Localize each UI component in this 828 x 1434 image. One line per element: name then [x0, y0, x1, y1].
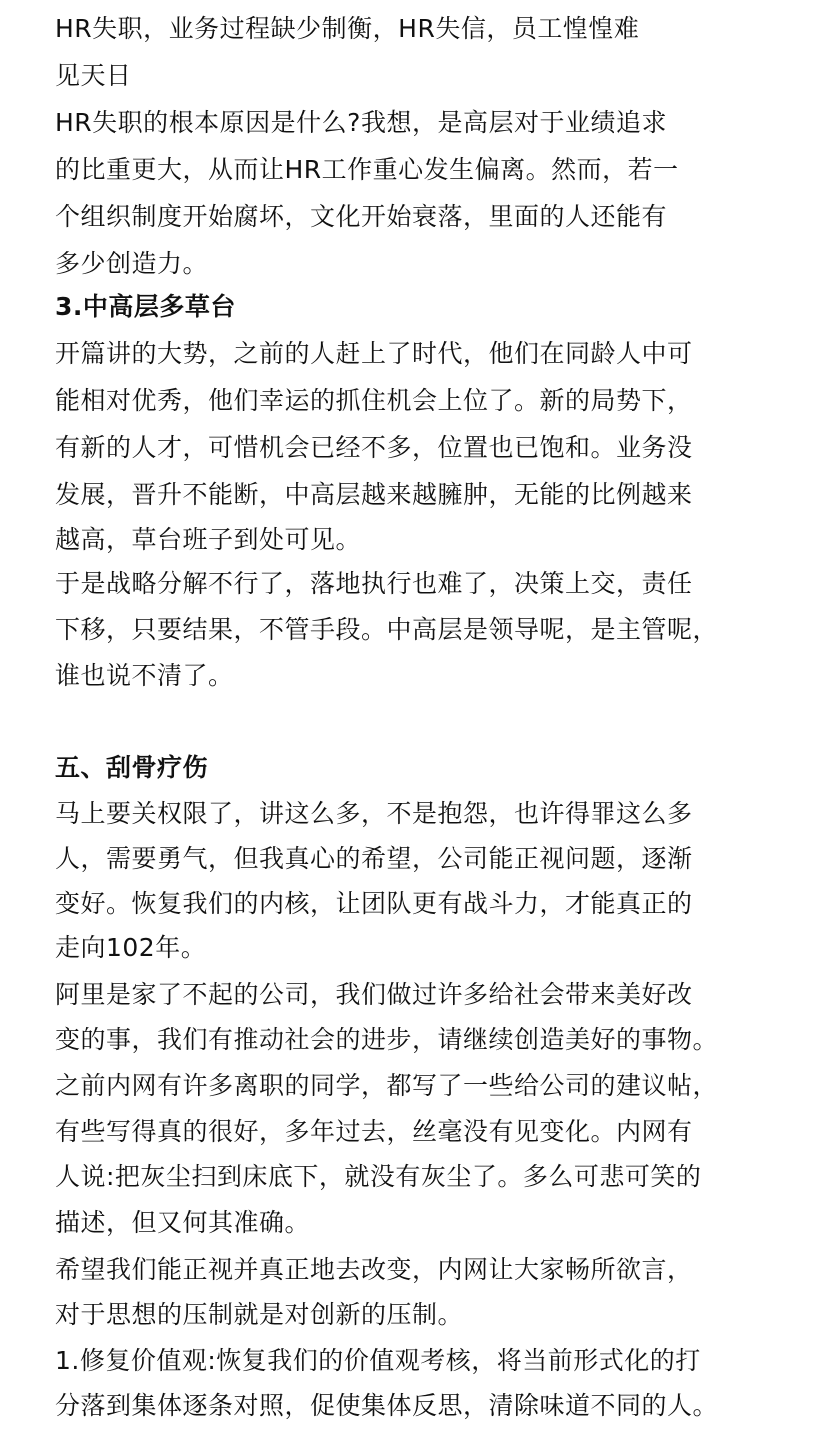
text-line: 个组织制度开始腐坏，文化开始衰落，里面的人还能有 [55, 202, 668, 231]
text-line: HR失职的根本原因是什么?我想，是高层对于业绩追求 [55, 108, 667, 137]
text-line: 多少创造力。 [55, 249, 209, 278]
section-heading: 五、刮骨疗伤 [55, 753, 209, 782]
text-line: 希望我们能正视并真正地去改变，内网让大家畅所欲言， [55, 1255, 693, 1284]
text-line: 下移，只要结果，不管手段。中高层是领导呢，是主管呢， [55, 615, 719, 644]
text-line: 描述，但又何其准确。 [55, 1208, 311, 1237]
text-line: 人说:把灰尘扫到床底下，就没有灰尘了。多么可悲可笑的 [55, 1162, 702, 1191]
text-line: 的比重更大，从而让HR工作重心发生偏离。然而，若一 [55, 155, 679, 184]
text-line: 马上要关权限了，讲这么多，不是抱怨，也许得罪这么多 [55, 799, 693, 828]
text-line: 发展，晋升不能断，中高层越来越臃肿，无能的比例越来 [55, 480, 693, 509]
text-line: 见天日 [55, 61, 132, 90]
text-line: 变的事，我们有推动社会的进步，请继续创造美好的事物。 [55, 1025, 719, 1054]
text-line: 谁也说不清了。 [55, 661, 234, 690]
text-line: 能相对优秀，他们幸运的抓住机会上位了。新的局势下， [55, 386, 693, 415]
text-line: 人，需要勇气，但我真心的希望，公司能正视问题，逐渐 [55, 844, 693, 873]
text-line: 开篇讲的大势，之前的人赶上了时代，他们在同龄人中可 [55, 339, 693, 368]
text-line: 有些写得真的很好，多年过去，丝毫没有见变化。内网有 [55, 1117, 693, 1146]
section-heading: 3.中高层多草台 [55, 292, 236, 321]
text-line: 变好。恢复我们的内核，让团队更有战斗力，才能真正的 [55, 889, 693, 918]
text-line: 之前内网有许多离职的同学，都写了一些给公司的建议帖， [55, 1071, 719, 1100]
text-line: 分落到集体逐条对照，促使集体反思，清除味道不同的人。 [55, 1391, 719, 1420]
text-line: 有新的人才，可惜机会已经不多，位置也已饱和。业务没 [55, 433, 693, 462]
text-line: 越高，草台班子到处可见。 [55, 525, 362, 554]
text-line: 于是战略分解不行了，落地执行也难了，决策上交，责任 [55, 569, 693, 598]
text-line: HR失职，业务过程缺少制衡，HR失信，员工惶惶难 [55, 14, 640, 43]
text-line: 1.修复价值观:恢复我们的价值观考核，将当前形式化的打 [55, 1346, 701, 1375]
text-line: 走向102年。 [55, 933, 207, 962]
text-line: 阿里是家了不起的公司，我们做过许多给社会带来美好改 [55, 980, 693, 1009]
text-line: 对于思想的压制就是对创新的压制。 [55, 1300, 464, 1329]
